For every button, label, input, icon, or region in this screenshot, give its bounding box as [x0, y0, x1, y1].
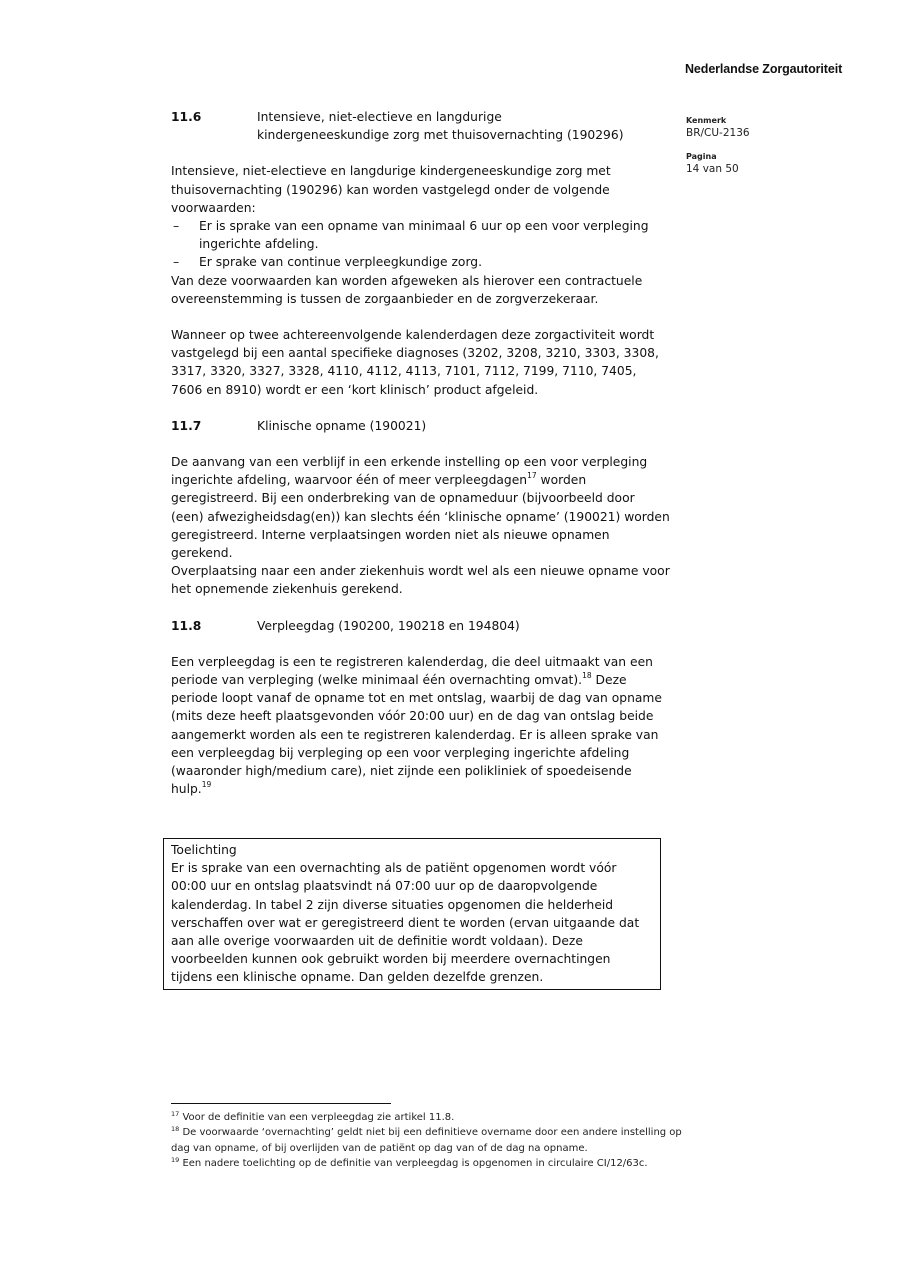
dash-bullet-icon: –: [173, 219, 180, 234]
paragraph: [171, 453, 671, 562]
section-number: 11.8: [171, 618, 202, 633]
footnote-number: 19: [171, 1155, 180, 1164]
section-number: 11.7: [171, 418, 202, 433]
list-item: [171, 217, 671, 253]
paragraph: Wanneer op twee achtereenvolgende kalenderdagen deze zorgactiviteit wordt vastgelegd bij een aantal specifieke diagnoses (3202, 3208, 3210, 3303, 3308, 3317, 3320, 3327, 3328, 4110, 4112, 4113, 7101, 7112, 7199, 7110, 7405, 7606 en 8910) wordt er een ‘kort klinisch’ product afgeleid.: [171, 328, 659, 397]
footnote: [171, 1156, 691, 1171]
kenmerk-value: BR/CU-2136: [686, 127, 750, 139]
footnote-text: Een nadere toelichting op de definitie van verpleegdag is opgenomen in circulaire CI/12/63c.: [179, 1157, 648, 1169]
paragraph: Van deze voorwaarden kan worden afgeweken als hierover een contractuele overeenstemming is tussen de zorgaanbieder en de zorgverzekeraar.: [171, 273, 643, 306]
organization-name: Nederlandse Zorgautoriteit: [685, 62, 843, 76]
paragraph: Intensieve, niet-electieve en langdurige kindergeneeskundige zorg met thuisovernachting (190296) kan worden vastgelegd onder de volgende voorwaarden:: [171, 164, 611, 215]
footnote-text: De voorwaarde ‘overnachting’ geldt niet bij een definitieve overname door een andere instelling op dag van opname, of bij overlijden van de patiënt op dag van of de dag na opname.: [171, 1127, 682, 1154]
text-run: De aanvang van een verblijf in een erkende instelling op een voor verpleging ingerichte afdeling, waarvoor één of meer verpleegdagen: [171, 455, 648, 488]
text-run: Deze periode loopt vanaf de opname tot en met ontslag, waarbij de dag van opname (mits deze heeft plaatsgevonden vóór 20:00 uur) en de dag van ontslag beide aangemerkt worden als een te registreren kalenderdag. Er is alleen sprake van een verpleegdag bij verpleging op een voor verpleging ingerichte afdeling (waaronder high/medium care), niet zijnde een polikliniek of spoedeisende hulp.: [171, 673, 662, 797]
footnote-ref[interactable]: 19: [201, 780, 212, 790]
text-run: worden geregistreerd. Bij een onderbreking van de opnameduur (bijvoorbeeld door (een) afwezigheidsdag(en)) kan slechts één ‘klinische opname’ (190021) worden geregistreerd. Interne verplaatsingen worden niet als nieuwe opnamen gerekend.: [171, 473, 670, 561]
section-title: Verpleegdag (190200, 190218 en 194804): [257, 618, 520, 633]
footnote-divider: [171, 1103, 391, 1104]
footnote: [171, 1110, 691, 1125]
section-number: 11.6: [171, 110, 202, 124]
section-heading-11-7: [171, 417, 671, 435]
dash-bullet-icon: –: [173, 255, 180, 270]
kenmerk-label: Kenmerk: [686, 116, 727, 125]
list-item: [171, 253, 671, 271]
footnote-text: Voor de definitie van een verpleegdag zie artikel 11.8.: [179, 1112, 455, 1123]
list-item-text: Er is sprake van een opname van minimaal 6 uur op een voor verpleging ingerichte afdeling.: [199, 219, 649, 252]
pagina-block: [686, 152, 739, 175]
footnote: [171, 1125, 691, 1156]
footnote-ref[interactable]: 17: [527, 471, 537, 481]
pagina-label: Pagina: [686, 152, 717, 161]
footnote-number: 18: [171, 1125, 180, 1134]
section-title-line: kindergeneeskundige zorg met thuisovernachting (190296): [257, 128, 624, 143]
toelichting-text: Er is sprake van een overnachting als de patiënt opgenomen wordt vóór 00:00 uur en ontslag plaatsvindt ná 07:00 uur op de daaropvolgende kalenderdag. In tabel 2 zijn diverse situaties opgenomen die helderheid verschaffen over wat er geregistreerd dient te worden (ervan uitgaande dat aan alle overige voorwaarden uit de definitie wordt voldaan). Deze voorbeelden kunnen ook gebruikt worden bij meerdere overnachtingen tijdens een klinische opname. Dan gelden dezelfde grenzen.: [171, 861, 640, 985]
section-heading-11-6: [171, 108, 671, 144]
section-title-line: Intensieve, niet-electieve en langdurige: [257, 110, 502, 124]
section-title: Klinische opname (190021): [257, 418, 427, 433]
footnote-ref[interactable]: 18: [582, 671, 592, 681]
paragraph: Overplaatsing naar een ander ziekenhuis wordt wel als een nieuwe opname voor het opnemende ziekenhuis gerekend.: [171, 564, 670, 597]
paragraph: [171, 653, 671, 799]
pagina-value: 14 van 50: [686, 163, 739, 175]
section-title: [257, 108, 671, 144]
main-content: [171, 108, 671, 799]
toelichting-box: [163, 838, 661, 990]
footnote-number: 17: [171, 1110, 180, 1118]
footnotes: [171, 1110, 691, 1171]
list-item-text: Er sprake van continue verpleegkundige zorg.: [199, 255, 483, 270]
kenmerk-block: [686, 116, 750, 139]
toelichting-title: Toelichting: [171, 843, 237, 857]
section-heading-11-8: [171, 617, 671, 635]
text-run: Een verpleegdag is een te registreren kalenderdag, die deel uitmaakt van een periode van verpleging (welke minimaal één overnachting omvat).: [171, 654, 653, 688]
